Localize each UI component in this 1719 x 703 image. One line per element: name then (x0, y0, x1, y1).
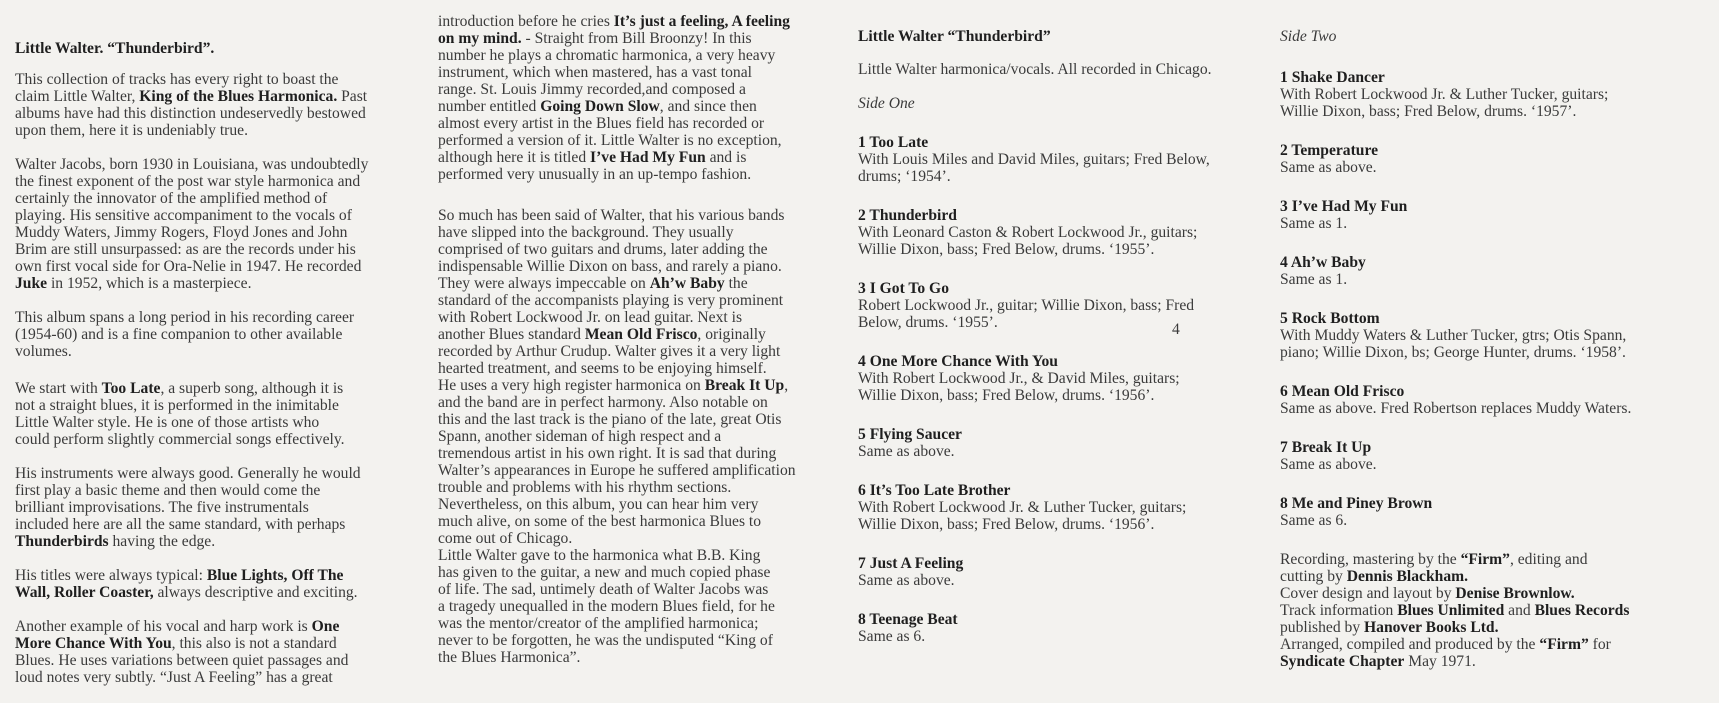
text-line: performed a version of it. Little Walter is no exception, (438, 132, 782, 149)
text-line: This album spans a long period in his recording career (15, 309, 355, 326)
text-line: hearted treatment, and seems to be enjoying himself. (438, 360, 767, 377)
text-line: Little Walter gave to the harmonica what B.B. King (438, 547, 761, 564)
page-marking: 4 (1172, 321, 1180, 338)
track-entry (1280, 69, 1716, 120)
track-personnel: With Muddy Waters & Luther Tucker, gtrs; Otis Spann, (1280, 327, 1627, 344)
text-line: introduction before he cries It’s just a feeling, A feeling (438, 13, 790, 30)
track-personnel: Robert Lockwood Jr., guitar; Willie Dixon, bass; Fred (858, 297, 1195, 314)
text-line: Nevertheless, on this album, you can hear him very (438, 496, 759, 513)
paragraph (15, 380, 435, 448)
text-line: much alive, on some of the best harmonica Blues to (438, 513, 762, 530)
text-line: Track information Blues Unlimited and Blues Records (1280, 602, 1630, 619)
track-personnel: Same as above. (1280, 456, 1377, 473)
track-title: 8 Me and Piney Brown (1280, 495, 1433, 512)
text-line: published by Hanover Books Ltd. (1280, 619, 1499, 636)
track-title: 3 I’ve Had My Fun (1280, 198, 1408, 215)
text-line: never to be forgotten, he was the undisputed “King of (438, 632, 773, 649)
text-line: albums have had this distinction undeservedly bestowed (15, 105, 366, 122)
bold-title: Going Down Slow (540, 98, 660, 115)
text-line: brilliant improvisations. The five instrumentals (15, 499, 309, 516)
track-entry (1280, 254, 1716, 288)
text-line: comprised of two guitars and drums, later adding the (438, 241, 768, 258)
text-line: indispensable Willie Dixon on bass, and rarely a piano. (438, 258, 782, 275)
tracklist-side-one (858, 28, 1278, 667)
bold-title: Syndicate Chapter (1280, 653, 1405, 670)
text-line: the finest exponent of the post war style harmonica and (15, 173, 361, 190)
track-title: 1 Too Late (858, 134, 929, 151)
text-line: this and the last track is the piano of the late, great Otis (438, 411, 782, 428)
track-title: 2 Thunderbird (858, 207, 957, 224)
text-line: instrument, which when mastered, has a vast tonal (438, 64, 752, 81)
track-personnel: Willie Dixon, bass; Fred Below, drums. ‘1956’. (858, 516, 1155, 533)
text-line: not a straight blues, it is performed in the inimitable (15, 397, 339, 414)
track-personnel: Same as 6. (858, 628, 926, 645)
bold-title: More Chance With You (15, 635, 172, 652)
track-personnel: With Robert Lockwood Jr. & Luther Tucker, guitars; (858, 499, 1187, 516)
text-line: Walter Jacobs, born 1930 in Louisiana, was undoubtedly (15, 156, 369, 173)
paragraph (15, 567, 435, 601)
track-entry (858, 207, 1278, 258)
track-entry (858, 280, 1278, 331)
track-personnel: drums; ‘1954’. (858, 168, 951, 185)
track-personnel: Same as above. (1280, 159, 1377, 176)
bold-title: Ah’w Baby (649, 275, 725, 292)
text-line: Arranged, compiled and produced by the “Firm” for (1280, 636, 1611, 653)
track-list (1280, 69, 1716, 529)
track-entry (1280, 439, 1716, 473)
text-line: standard of the accompanists playing is very prominent (438, 292, 784, 309)
paragraph (15, 71, 435, 139)
text-line: They were always impeccable on Ah’w Baby the (438, 275, 748, 292)
track-personnel: Same as above. Fred Robertson replaces Muddy Waters. (1280, 400, 1632, 417)
text-line: although here it is titled I’ve Had My Fun and is (438, 149, 747, 166)
text-line: We start with Too Late, a superb song, although it is (15, 380, 344, 397)
text-line: of life. The sad, untimely death of Walter Jacobs was (438, 581, 769, 598)
track-entry (1280, 383, 1716, 417)
bold-title: Mean Old Frisco (584, 326, 698, 343)
album-title: Little Walter “Thunderbird” (858, 28, 1051, 45)
text-line: His titles were always typical: Blue Lights, Off The (15, 567, 344, 584)
text-line: another Blues standard Mean Old Frisco, originally (438, 326, 766, 343)
text-line: loud notes very subtly. “Just A Feeling” has a great (15, 669, 333, 686)
bold-title: It’s just a feeling, A feeling (613, 13, 790, 30)
track-title: 6 It’s Too Late Brother (858, 482, 1011, 499)
album-title: Little Walter. “Thunderbird”. (15, 40, 215, 57)
track-personnel: Same as 6. (1280, 512, 1348, 529)
track-title: 2 Temperature (1280, 142, 1379, 159)
track-personnel: Same as 1. (1280, 271, 1348, 288)
text-line: tremendous artist in his own right. It is sad that during (438, 445, 777, 462)
text-line: Another example of his vocal and harp work is One (15, 618, 340, 635)
track-entry (1280, 495, 1716, 529)
paragraph (15, 309, 435, 360)
track-personnel: piano; Willie Dixon, bs; George Hunter, drums. ‘1958’. (1280, 344, 1626, 361)
text-line: Recording, mastering by the “Firm”, editing and (1280, 551, 1588, 568)
track-entry (1280, 198, 1716, 232)
text-line: on my mind. - Straight from Bill Broonzy! In this (438, 30, 752, 47)
text-line: the Blues Harmonica”. (438, 649, 581, 666)
text-line: upon them, here it is undeniably true. (15, 122, 248, 139)
track-title: 6 Mean Old Frisco (1280, 383, 1405, 400)
bold-title: Thunderbirds (15, 533, 109, 550)
bold-title: on my mind. (438, 30, 522, 47)
bold-title: Denise Brownlow. (1455, 585, 1575, 602)
text-line: was the mentor/creator of the amplified harmonica; (438, 615, 759, 632)
track-entry (858, 134, 1278, 185)
text-line: He uses a very high register harmonica on Break It Up, (438, 377, 789, 394)
text-line: This collection of tracks has every right to boast the (15, 71, 339, 88)
text-line: first play a basic theme and then would come the (15, 482, 321, 499)
side-one-heading: Side One (858, 95, 915, 112)
text-line: included here are all the same standard, with perhaps (15, 516, 346, 533)
text-line: Cover design and layout by Denise Brownlow. (1280, 585, 1575, 602)
text-line: Syndicate Chapter May 1971. (1280, 653, 1476, 670)
bold-title: I’ve Had My Fun (590, 149, 706, 166)
bold-title: Blues Unlimited (1397, 602, 1505, 619)
text-line: Juke in 1952, which is a masterpiece. (15, 275, 252, 292)
text-line: cutting by Dennis Blackham. (1280, 568, 1469, 585)
bold-title: Blue Lights, Off The (206, 567, 344, 584)
text-line: volumes. (15, 343, 72, 360)
text-line: almost every artist in the Blues field has recorded or (438, 115, 765, 132)
text-line: Walter’s appearances in Europe he suffered amplification (438, 462, 796, 479)
text-line: His instruments were always good. Generally he would (15, 465, 361, 482)
bold-title: Too Late (101, 380, 161, 397)
track-personnel: Same as above. (858, 443, 955, 460)
bold-title: “Firm” (1539, 636, 1589, 653)
bold-title: Blues Records (1534, 602, 1630, 619)
text-line: performed very unusually in an up-tempo fashion. (438, 166, 752, 183)
track-title: 4 Ah’w Baby (1280, 254, 1366, 271)
liner-notes-column-2 (438, 13, 858, 683)
text-line: trouble and problems with his rhythm sections. (438, 479, 732, 496)
track-title: 7 Break It Up (1280, 439, 1372, 456)
bold-title: One (311, 618, 340, 635)
bold-title: Juke (15, 275, 48, 292)
bold-title: “Firm” (1460, 551, 1510, 568)
text-line: own first vocal side for Ora-Nelie in 1947. He recorded (15, 258, 362, 275)
paragraph (15, 618, 435, 686)
text-line: Muddy Waters, Jimmy Rogers, Floyd Jones and John (15, 224, 348, 241)
text-line: have slipped into the background. They usually (438, 224, 734, 241)
text-line: Spann, another sideman of high respect and a (438, 428, 722, 445)
production-credits (1280, 551, 1716, 670)
liner-notes-column-1 (15, 40, 435, 703)
text-line: Thunderbirds having the edge. (15, 533, 216, 550)
track-personnel: Same as 1. (1280, 215, 1348, 232)
track-personnel: Below, drums. ‘1955’. (858, 314, 998, 331)
text-line: with Robert Lockwood Jr. on lead guitar. Next is (438, 309, 743, 326)
track-entry (858, 482, 1278, 533)
bold-title: Hanover Books Ltd. (1364, 619, 1499, 636)
text-line: Blues. He uses variations between quiet passages and (15, 652, 349, 669)
track-entry (858, 611, 1278, 645)
track-personnel: Same as above. (858, 572, 955, 589)
track-title: 5 Rock Bottom (1280, 310, 1380, 327)
track-entry (1280, 310, 1716, 361)
text-line: Brim are still unsurpassed: as are the records under his (15, 241, 356, 258)
text-line: and the band are in perfect harmony. Also notable on (438, 394, 768, 411)
text-line: Wall, Roller Coaster, always descriptive and exciting. (15, 584, 358, 601)
text-line: number entitled Going Down Slow, and since then (438, 98, 757, 115)
track-personnel: Willie Dixon, bass; Fred Below, drums. ‘1957’. (1280, 103, 1577, 120)
track-title: 8 Teenage Beat (858, 611, 958, 628)
personnel-intro: Little Walter harmonica/vocals. All recorded in Chicago. (858, 61, 1212, 78)
text-line: a tragedy unequalled in the modern Blues field, for he (438, 598, 775, 615)
track-personnel: With Robert Lockwood Jr., & David Miles, guitars; (858, 370, 1180, 387)
text-line: has given to the guitar, a new and much copied phase (438, 564, 771, 581)
text-line: Little Walter style. He is one of those artists who (15, 414, 320, 431)
track-title: 7 Just A Feeling (858, 555, 964, 572)
paragraph (438, 13, 858, 183)
side-two-heading: Side Two (1280, 28, 1337, 45)
track-list (858, 134, 1278, 645)
text-line: range. St. Louis Jimmy recorded,and composed a (438, 81, 746, 98)
bold-title: Wall, Roller Coaster, (15, 584, 154, 601)
track-personnel: With Robert Lockwood Jr. & Luther Tucker, guitars; (1280, 86, 1609, 103)
bold-title: Dennis Blackham. (1346, 568, 1469, 585)
bold-title: King of the Blues Harmonica. (139, 88, 338, 105)
paragraph (438, 207, 858, 666)
track-personnel: With Leonard Caston & Robert Lockwood Jr., guitars; (858, 224, 1198, 241)
paragraph (15, 156, 435, 292)
track-title: 5 Flying Saucer (858, 426, 962, 443)
text-line: certainly the innovator of the amplified method of (15, 190, 328, 207)
track-personnel: With Louis Miles and David Miles, guitars; Fred Below, (858, 151, 1210, 168)
text-line: recorded by Arthur Crudup. Walter gives it a very light (438, 343, 781, 360)
text-line: So much has been said of Walter, that his various bands (438, 207, 785, 224)
track-entry (858, 353, 1278, 404)
text-line: come out of Chicago. (438, 530, 573, 547)
track-title: 3 I Got To Go (858, 280, 949, 297)
text-line: number he plays a chromatic harmonica, a very heavy (438, 47, 776, 64)
text-line: claim Little Walter, King of the Blues Harmonica. Past (15, 88, 368, 105)
track-entry (1280, 142, 1716, 176)
text-line: (1954-60) and is a fine companion to other available (15, 326, 343, 343)
track-personnel: Willie Dixon, bass; Fred Below, drums. ‘1955’. (858, 241, 1155, 258)
track-entry (858, 555, 1278, 589)
paragraph (15, 465, 435, 550)
track-title: 1 Shake Dancer (1280, 69, 1385, 86)
text-line: could perform slightly commercial songs effectively. (15, 431, 345, 448)
track-title: 4 One More Chance With You (858, 353, 1058, 370)
text-line: More Chance With You, this also is not a standard (15, 635, 337, 652)
tracklist-side-two (1280, 28, 1716, 670)
text-line: playing. His sensitive accompaniment to the vocals of (15, 207, 352, 224)
track-personnel: Willie Dixon, bass; Fred Below, drums. ‘1956’. (858, 387, 1155, 404)
track-entry (858, 426, 1278, 460)
bold-title: Break It Up (704, 377, 785, 394)
